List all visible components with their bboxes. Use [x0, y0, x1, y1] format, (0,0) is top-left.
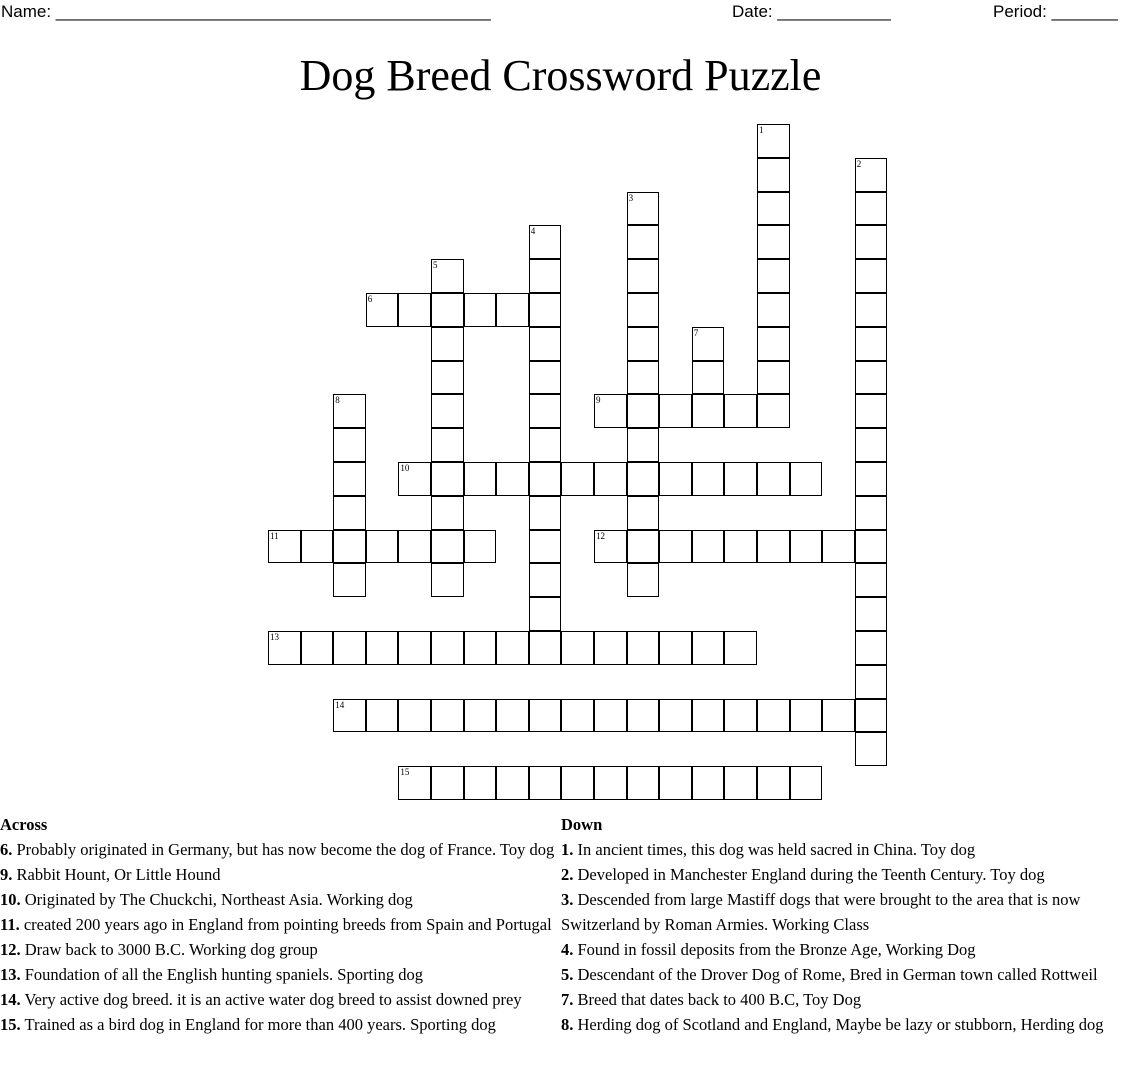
- grid-cell[interactable]: [855, 225, 888, 259]
- grid-cell[interactable]: [333, 428, 366, 462]
- grid-cell[interactable]: [398, 293, 431, 327]
- grid-cell[interactable]: [398, 699, 431, 733]
- across-clue: [0, 887, 560, 912]
- grid-cell[interactable]: [757, 124, 790, 158]
- clue-number: 4: [530, 226, 536, 237]
- grid-cell[interactable]: [757, 225, 790, 259]
- across-clue: [0, 1012, 560, 1037]
- down-heading: Down: [561, 815, 603, 834]
- grid-cell[interactable]: [594, 631, 627, 665]
- grid-cell[interactable]: [268, 631, 301, 665]
- grid-cell[interactable]: [659, 462, 692, 496]
- grid-cell[interactable]: [333, 394, 366, 428]
- clue-number-label: 10.: [0, 890, 21, 909]
- grid-cell[interactable]: [692, 699, 725, 733]
- grid-cell[interactable]: [659, 394, 692, 428]
- grid-cell[interactable]: [855, 158, 888, 192]
- grid-cell[interactable]: [692, 361, 725, 395]
- down-clue-list: [561, 837, 1117, 1037]
- grid-cell[interactable]: [529, 462, 562, 496]
- clue-number: 9: [596, 395, 601, 406]
- grid-cell[interactable]: [757, 158, 790, 192]
- clue-text: Descended from large Mastiff dogs that were brought to the area that is now Switzerland by Roman Armies. Working Class: [561, 890, 1081, 934]
- clue-text: Probably originated in Germany, but has now become the dog of France. Toy dog: [12, 840, 555, 859]
- grid-cell[interactable]: [431, 699, 464, 733]
- grid-cell[interactable]: [529, 631, 562, 665]
- clue-number-label: 9.: [0, 865, 13, 884]
- grid-cell[interactable]: [594, 766, 627, 800]
- grid-cell[interactable]: [627, 631, 660, 665]
- grid-cell[interactable]: [431, 428, 464, 462]
- grid-cell[interactable]: [431, 293, 464, 327]
- grid-cell[interactable]: [822, 530, 855, 564]
- clue-number: 3: [628, 192, 634, 203]
- clue-number: 7: [693, 327, 699, 338]
- grid-cell[interactable]: [561, 462, 594, 496]
- grid-cell[interactable]: [757, 699, 790, 733]
- grid-cell[interactable]: [855, 462, 888, 496]
- grid-cell[interactable]: [594, 530, 627, 564]
- across-clue: [0, 837, 560, 862]
- grid-cell[interactable]: [333, 496, 366, 530]
- clue-number-label: 12.: [0, 940, 21, 959]
- grid-cell[interactable]: [627, 530, 660, 564]
- clue-number: 11: [270, 530, 279, 541]
- grid-cell[interactable]: [659, 766, 692, 800]
- grid-cell[interactable]: [627, 192, 660, 226]
- grid-cell[interactable]: [529, 496, 562, 530]
- grid-cell[interactable]: [692, 394, 725, 428]
- grid-cell[interactable]: [855, 394, 888, 428]
- grid-cell[interactable]: [366, 293, 399, 327]
- grid-cell[interactable]: [431, 462, 464, 496]
- clue-number: 12: [596, 530, 605, 541]
- clue-number-label: 15.: [0, 1015, 21, 1034]
- grid-cell[interactable]: [757, 259, 790, 293]
- grid-cell[interactable]: [268, 530, 301, 564]
- grid-cell[interactable]: [431, 327, 464, 361]
- clue-text: Herding dog of Scotland and England, Maybe be lazy or stubborn, Herding dog: [573, 1015, 1104, 1034]
- grid-cell[interactable]: [757, 394, 790, 428]
- grid-cell[interactable]: [790, 766, 823, 800]
- clue-text: Developed in Manchester England during the Teenth Century. Toy dog: [573, 865, 1045, 884]
- grid-cell[interactable]: [855, 597, 888, 631]
- grid-cell[interactable]: [790, 462, 823, 496]
- clue-number-label: 7.: [561, 990, 574, 1009]
- down-clue: [561, 887, 1117, 937]
- grid-cell[interactable]: [627, 766, 660, 800]
- grid-cell[interactable]: [333, 699, 366, 733]
- grid-cell[interactable]: [431, 631, 464, 665]
- across-clues: [0, 812, 560, 1037]
- clue-text: Rabbit Hount, Or Little Hound: [12, 865, 221, 884]
- clue-number-label: 5.: [561, 965, 574, 984]
- grid-cell[interactable]: [627, 428, 660, 462]
- grid-cell[interactable]: [757, 361, 790, 395]
- down-clue: [561, 962, 1117, 987]
- grid-cell[interactable]: [855, 192, 888, 226]
- clue-number: 13: [270, 632, 279, 642]
- grid-cell[interactable]: [398, 530, 431, 564]
- grid-cell[interactable]: [757, 766, 790, 800]
- clue-text: Originated by The Chuckchi, Northeast Asia. Working dog: [20, 890, 413, 909]
- grid-cell[interactable]: [333, 631, 366, 665]
- clue-text: created 200 years ago in England from pointing breeds from Spain and Portugal: [19, 915, 552, 934]
- period-field-label[interactable]: Period: _______: [993, 2, 1118, 21]
- grid-cell[interactable]: [431, 563, 464, 597]
- grid-cell[interactable]: [855, 293, 888, 327]
- down-clue: [561, 1012, 1117, 1037]
- down-clue: [561, 862, 1117, 887]
- grid-cell[interactable]: [301, 530, 334, 564]
- grid-cell[interactable]: [431, 766, 464, 800]
- grid-cell[interactable]: [594, 699, 627, 733]
- grid-cell[interactable]: [659, 699, 692, 733]
- grid-cell[interactable]: [855, 699, 888, 733]
- grid-cell[interactable]: [464, 631, 497, 665]
- grid-cell[interactable]: [366, 530, 399, 564]
- grid-cell[interactable]: [529, 327, 562, 361]
- across-clue: [0, 937, 560, 962]
- grid-cell[interactable]: [529, 428, 562, 462]
- clue-number-label: 13.: [0, 965, 21, 984]
- grid-cell[interactable]: [627, 327, 660, 361]
- grid-cell[interactable]: [757, 293, 790, 327]
- grid-cell[interactable]: [431, 530, 464, 564]
- grid-cell[interactable]: [529, 766, 562, 800]
- grid-cell[interactable]: [398, 766, 431, 800]
- clue-number: 14: [335, 699, 345, 710]
- grid-cell[interactable]: [496, 462, 529, 496]
- grid-cell[interactable]: [627, 259, 660, 293]
- clue-number-label: 8.: [561, 1015, 574, 1034]
- grid-cell[interactable]: [822, 699, 855, 733]
- grid-cell[interactable]: [855, 631, 888, 665]
- grid-cell[interactable]: [757, 530, 790, 564]
- clue-number: 8: [335, 395, 340, 406]
- grid-cell[interactable]: [692, 631, 725, 665]
- across-clue: [0, 962, 560, 987]
- grid-cell[interactable]: [627, 496, 660, 530]
- grid-cell[interactable]: [333, 563, 366, 597]
- grid-cell[interactable]: [496, 631, 529, 665]
- grid-cell[interactable]: [529, 259, 562, 293]
- grid-cell[interactable]: [496, 699, 529, 733]
- clue-number: 10: [400, 463, 410, 473]
- grid-cell[interactable]: [333, 462, 366, 496]
- grid-cell[interactable]: [627, 293, 660, 327]
- date-field-label[interactable]: Date: ____________: [732, 2, 891, 21]
- clue-number-label: 2.: [561, 865, 574, 884]
- grid-cell[interactable]: [757, 462, 790, 496]
- grid-cell[interactable]: [659, 631, 692, 665]
- grid-cell[interactable]: [301, 631, 334, 665]
- grid-cell[interactable]: [855, 496, 888, 530]
- clue-number: 2: [856, 158, 862, 169]
- clue-text: Very active dog breed. it is an active water dog breed to assist downed prey: [20, 990, 522, 1009]
- across-clue: [0, 987, 560, 1012]
- grid-cell[interactable]: [464, 766, 497, 800]
- grid-cell[interactable]: [627, 462, 660, 496]
- clue-text: Descendant of the Drover Dog of Rome, Bred in German town called Rottweil: [573, 965, 1098, 984]
- grid-cell[interactable]: [398, 462, 431, 496]
- down-clue: [561, 837, 1117, 862]
- grid-cell[interactable]: [724, 530, 757, 564]
- grid-cell[interactable]: [627, 394, 660, 428]
- grid-cell[interactable]: [529, 394, 562, 428]
- grid-cell[interactable]: [594, 462, 627, 496]
- grid-cell[interactable]: [594, 394, 627, 428]
- grid-cell[interactable]: [366, 699, 399, 733]
- grid-cell[interactable]: [692, 766, 725, 800]
- grid-cell[interactable]: [855, 530, 888, 564]
- clue-number-label: 3.: [561, 890, 574, 909]
- grid-cell[interactable]: [464, 699, 497, 733]
- across-clue: [0, 862, 560, 887]
- grid-cell[interactable]: [529, 530, 562, 564]
- clue-number: 1: [759, 125, 764, 135]
- grid-cell[interactable]: [496, 293, 529, 327]
- grid-cell[interactable]: [496, 766, 529, 800]
- grid-cell[interactable]: [529, 597, 562, 631]
- across-clue-list: [0, 837, 560, 1037]
- clue-text: Found in fossil deposits from the Bronze Age, Working Dog: [573, 940, 976, 959]
- clue-text: Breed that dates back to 400 B.C, Toy Dog: [573, 990, 862, 1009]
- grid-cell[interactable]: [464, 530, 497, 564]
- clue-number: 15: [400, 767, 410, 778]
- grid-cell[interactable]: [692, 327, 725, 361]
- grid-cell[interactable]: [724, 631, 757, 665]
- clue-number: 5: [433, 260, 438, 271]
- grid-cell[interactable]: [529, 361, 562, 395]
- clue-text: Draw back to 3000 B.C. Working dog group: [20, 940, 318, 959]
- clue-number-label: 11.: [0, 915, 20, 934]
- grid-cell[interactable]: [627, 563, 660, 597]
- grid-cell[interactable]: [431, 394, 464, 428]
- grid-cell[interactable]: [529, 225, 562, 259]
- down-clues: [561, 812, 1117, 1037]
- grid-cell[interactable]: [431, 259, 464, 293]
- clue-number-label: 14.: [0, 990, 21, 1009]
- grid-cell[interactable]: [724, 462, 757, 496]
- grid-cell[interactable]: [627, 225, 660, 259]
- grid-cell[interactable]: [627, 361, 660, 395]
- grid-cell[interactable]: [757, 192, 790, 226]
- clue-number-label: 4.: [561, 940, 574, 959]
- grid-cell[interactable]: [561, 631, 594, 665]
- grid-cell[interactable]: [627, 699, 660, 733]
- grid-cell[interactable]: [855, 665, 888, 699]
- clue-number: 6: [367, 294, 373, 304]
- grid-cell[interactable]: [692, 530, 725, 564]
- grid-cell[interactable]: [692, 462, 725, 496]
- grid-cell[interactable]: [855, 361, 888, 395]
- grid-cell[interactable]: [529, 293, 562, 327]
- grid-cell[interactable]: [464, 462, 497, 496]
- grid-cell[interactable]: [333, 530, 366, 564]
- grid-cell[interactable]: [659, 530, 692, 564]
- across-heading: Across: [0, 815, 48, 834]
- grid-cell[interactable]: [855, 259, 888, 293]
- grid-cell[interactable]: [561, 766, 594, 800]
- grid-cell[interactable]: [529, 563, 562, 597]
- grid-cell[interactable]: [790, 530, 823, 564]
- grid-cell[interactable]: [561, 699, 594, 733]
- grid-cell[interactable]: [724, 766, 757, 800]
- grid-cell[interactable]: [724, 394, 757, 428]
- grid-cell[interactable]: [855, 732, 888, 766]
- grid-cell[interactable]: [855, 563, 888, 597]
- name-field-label[interactable]: Name: ______________________________________________: [1, 2, 491, 21]
- clue-text: In ancient times, this dog was held sacred in China. Toy dog: [573, 840, 976, 859]
- grid-cell[interactable]: [529, 699, 562, 733]
- clue-text: Foundation of all the English hunting spaniels. Sporting dog: [20, 965, 424, 984]
- grid-cell[interactable]: [855, 428, 888, 462]
- down-clue: [561, 987, 1117, 1012]
- clue-number-label: 1.: [561, 840, 574, 859]
- grid-cell[interactable]: [366, 631, 399, 665]
- down-clue: [561, 937, 1117, 962]
- grid-cell[interactable]: [431, 496, 464, 530]
- grid-cell[interactable]: [464, 293, 497, 327]
- page-title: Dog Breed Crossword Puzzle: [299, 51, 822, 100]
- grid-cell[interactable]: [724, 699, 757, 733]
- across-clue: [0, 912, 560, 937]
- grid-cell[interactable]: [757, 327, 790, 361]
- clue-text: Trained as a bird dog in England for more than 400 years. Sporting dog: [20, 1015, 496, 1034]
- grid-cell[interactable]: [431, 361, 464, 395]
- grid-cell[interactable]: [855, 327, 888, 361]
- grid-cell[interactable]: [398, 631, 431, 665]
- grid-cell[interactable]: [790, 699, 823, 733]
- clue-number-label: 6.: [0, 840, 13, 859]
